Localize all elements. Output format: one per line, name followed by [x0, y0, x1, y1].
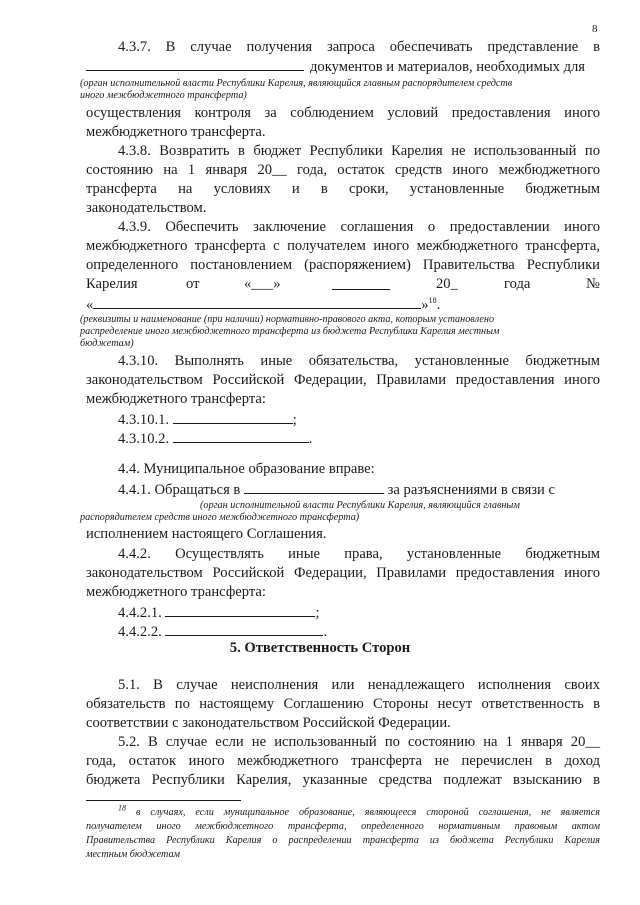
p44-item-1: 4.4.2.1. ; [118, 602, 600, 623]
p4310-line-3: межбюджетного трансферта: [86, 391, 266, 407]
page-number: 8 [592, 23, 598, 35]
p437-line-2: документов и материалов, необходимых для [86, 56, 600, 77]
p439-line-1: 4.3.9. Обеспечить заключение соглашения о предоставлении иного [118, 219, 600, 235]
blank-field [173, 428, 309, 443]
p44-line-5: межбюджетного трансферта: [86, 584, 266, 600]
p51-line-2: обязательств по настоящему Соглашению Стороны несут ответственность в [86, 696, 600, 712]
blank-field [244, 479, 384, 494]
p438-line-2: состоянию на 1 января 20__ года, остаток средств иного межбюджетного [86, 162, 600, 178]
p439-line-5: « »$^{18}$. [86, 294, 600, 315]
p44-line-1: 4.4.1. Обращаться в за разъяснениями в связи с [118, 479, 600, 500]
p437-caption-2: иного межбюджетного трансферта) [80, 90, 247, 101]
p437-line-1: 4.3.7. В случае получения запроса обеспечивать представление в [118, 39, 600, 55]
blank-field [332, 275, 390, 290]
p439-caption-2: распределение иного межбюджетного трансферта из бюджета Республики Карелия местным [80, 326, 500, 337]
p437-line-3: осуществления контроля за соблюдением условий предоставления иного [86, 105, 600, 121]
p437-caption-1: (орган исполнительной власти Республики Карелия, являющийся главным распорядителем средств [80, 78, 513, 89]
p4310-item-1: 4.3.10.1. ; [118, 409, 600, 430]
p437-line-4: межбюджетного трансферта. [86, 124, 266, 140]
p44-caption-2: распорядителем средств иного межбюджетного трансферта) [80, 512, 360, 523]
p44-line-4: законодательством Российской Федерации, Правилами предоставления иного [86, 565, 600, 581]
footnote-rule [86, 800, 241, 801]
p44-title: 4.4. Муниципальное образование вправе: [118, 461, 375, 477]
p4310-line-2: законодательством Российской Федерации, Правилами предоставления иного [86, 372, 600, 388]
p44-item-2: 4.4.2.2. . [118, 621, 600, 642]
p439-caption-1: (реквизиты и наименование (при наличии) нормативно-правового акта, которым установлено [80, 314, 495, 325]
footnote-line-4: местным бюджетам [86, 849, 181, 860]
p52-line-1: 5.2. В случае если не использованный по состоянию на 1 января 20__ [118, 734, 600, 750]
p52-line-3: бюджета Республики Карелия, указанные средства подлежат взысканию в [86, 772, 600, 788]
footnote-line-3: Правительства Республики Карелия о распределении трансферта из бюджета Республики Карелия [86, 835, 600, 846]
blank-field [173, 409, 293, 424]
blank-field [165, 602, 315, 617]
p44-caption-1: (орган исполнительной власти Республики Карелия, являющийся главным [200, 500, 520, 511]
blank-field [165, 621, 323, 636]
p439-caption-3: бюджетам) [80, 338, 134, 349]
p439-line-4: Карелия от «___» 20_ года № [86, 276, 600, 292]
p438-line-3: трансферта на условиях и в сроки, установленные бюджетным [86, 181, 600, 197]
p44-line-2: исполнением настоящего Соглашения. [86, 526, 327, 542]
p438-line-1: 4.3.8. Возвратить в бюджет Республики Карелия не использованный по [118, 143, 600, 159]
p439-line-3: определенного постановлением (распоряжением) Правительства Республики [86, 257, 600, 273]
blank-field [93, 294, 421, 309]
footnote-line-1: $^{18}$ в случаях, если муниципальное образование, являющееся стороной соглашения, не является [118, 803, 601, 818]
p51-line-3: соответствии с законодательством Российской Федерации. [86, 715, 451, 731]
p51-line-1: 5.1. В случае неисполнения или ненадлежащего исполнения своих [118, 677, 600, 693]
p52-line-2: года, остаток иного межбюджетного трансферта не перечислен в доход [86, 753, 600, 769]
section-5-title: 5. Ответственность Сторон [229, 640, 411, 656]
p438-line-4: законодательством. [86, 200, 207, 216]
p4310-item-2: 4.3.10.2. . [118, 428, 600, 449]
p439-line-2: межбюджетного трансферта с получателем иного межбюджетного трансферта, [86, 238, 600, 254]
p4310-line-1: 4.3.10. Выполнять иные обязательства, установленные бюджетным [118, 353, 600, 369]
blank-field [86, 56, 304, 71]
footnote-line-2: получателем иного межбюджетного трансферта, определенного нормативным правовым актом [86, 821, 600, 832]
p44-line-3: 4.4.2. Осуществлять иные права, установленные бюджетным [118, 546, 600, 562]
